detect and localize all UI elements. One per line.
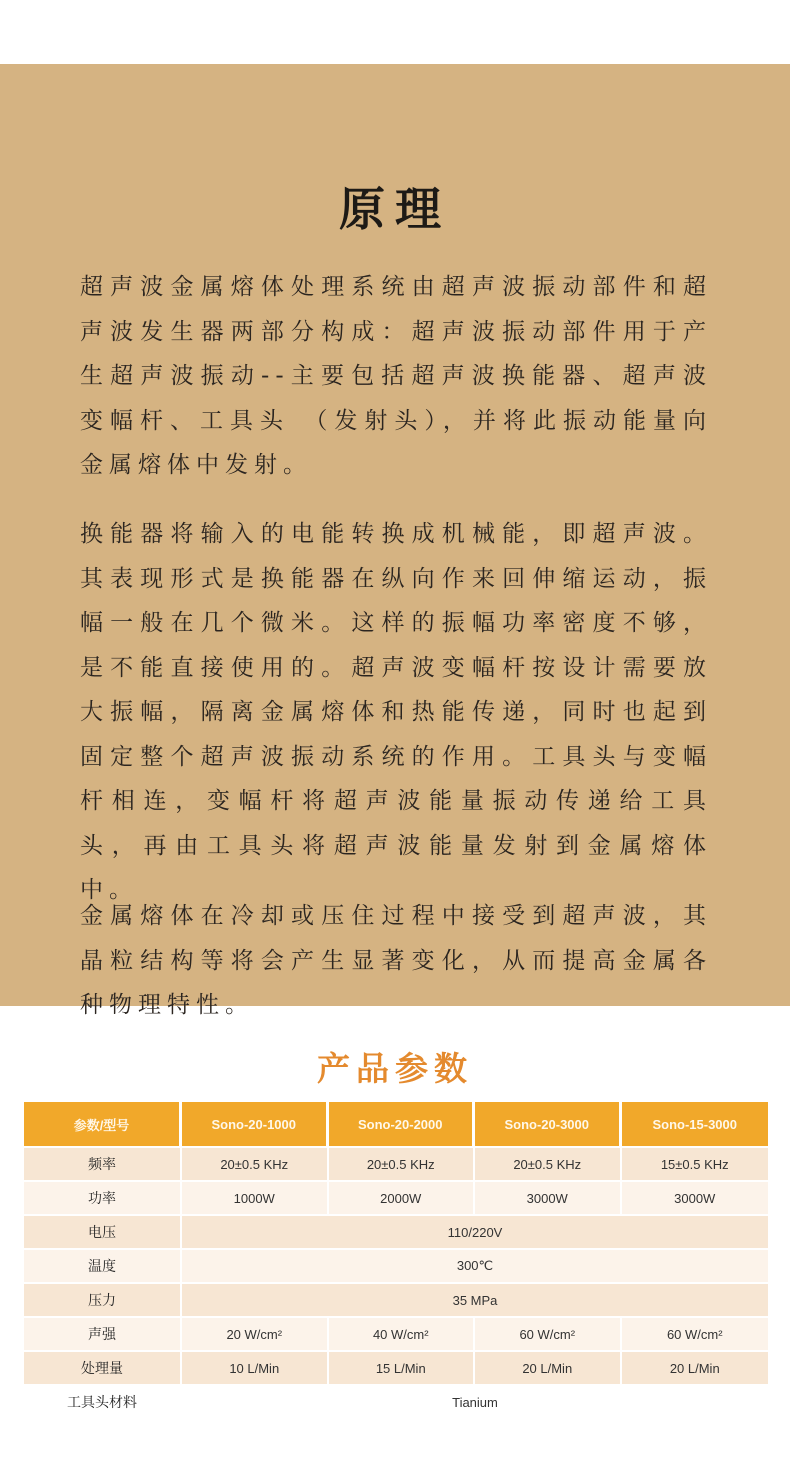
row-label: 温度: [24, 1250, 182, 1282]
table-row-intensity: [24, 1318, 768, 1350]
header-model-1: Sono-20-1000: [182, 1102, 329, 1146]
principle-paragraph-3: 金属熔体在冷却或压住过程中接受到超声波，其晶粒结构等将会产生显著变化，从而提高金属各种物理特性。: [80, 903, 712, 1018]
row-label: 电压: [24, 1216, 182, 1248]
table-cell: 20±0.5 KHz: [475, 1148, 622, 1180]
row-label: 声强: [24, 1318, 182, 1350]
table-row-capacity: [24, 1352, 768, 1384]
table-cell: 10 L/Min: [182, 1352, 329, 1384]
table-cell: 300℃: [182, 1250, 768, 1282]
principle-paragraph-1: 超声波金属熔体处理系统由超声波振动部件和超声波发生器两部分构成：超声波振动部件用于产生超声波振动--主要包括超声波换能器、超声波变幅杆、工具头 （发射头），并将此振动能量向金属熔体中发射。: [80, 274, 712, 478]
table-cell: 15±0.5 KHz: [622, 1148, 769, 1180]
header-model-2: Sono-20-2000: [329, 1102, 476, 1146]
header-model-3: Sono-20-3000: [475, 1102, 622, 1146]
row-label: 压力: [24, 1284, 182, 1316]
row-label: 频率: [24, 1148, 182, 1180]
table-cell: 20 L/Min: [475, 1352, 622, 1384]
row-label: 功率: [24, 1182, 182, 1214]
header-param-model: 参数/型号: [24, 1102, 182, 1146]
table-cell: 40 W/cm²: [329, 1318, 476, 1350]
table-cell: 1000W: [182, 1182, 329, 1214]
params-table: [24, 1100, 768, 1420]
table-cell: 60 W/cm²: [475, 1318, 622, 1350]
table-cell: 60 W/cm²: [622, 1318, 769, 1350]
table-cell: 3000W: [475, 1182, 622, 1214]
header-model-4: Sono-15-3000: [622, 1102, 769, 1146]
table-cell: 35 MPa: [182, 1284, 768, 1316]
table-row-pressure: [24, 1284, 768, 1316]
table-cell: 20 W/cm²: [182, 1318, 329, 1350]
table-row-material: [24, 1386, 768, 1418]
row-label: 工具头材料: [24, 1386, 182, 1418]
principle-paragraph-2: 换能器将输入的电能转换成机械能，即超声波。其表现形式是换能器在纵向作来回伸缩运动，振幅一般在几个微米。这样的振幅功率密度不够，是不能直接使用的。超声波变幅杆按设计需要放大振幅，隔离金属熔体和热能传递，同时也起到固定整个超声波振动系统的作用。工具头与变幅杆相连，变幅杆将超声波能量振动传递给工具头，再由工具头将超声波能量发射到金属熔体中。: [80, 521, 712, 903]
table-header-row: [24, 1102, 768, 1146]
table-row-temperature: [24, 1250, 768, 1282]
table-cell: 20±0.5 KHz: [182, 1148, 329, 1180]
table-cell: 3000W: [622, 1182, 769, 1214]
principle-title: 原理: [339, 182, 451, 236]
table-cell: 110/220V: [182, 1216, 768, 1248]
table-row-power: [24, 1182, 768, 1214]
table-cell: 20±0.5 KHz: [329, 1148, 476, 1180]
principle-section: [0, 64, 790, 1018]
table-cell: Tianium: [182, 1386, 768, 1418]
table-row-frequency: [24, 1148, 768, 1180]
row-label: 处理量: [24, 1352, 182, 1384]
table-cell: 20 L/Min: [622, 1352, 769, 1384]
table-cell: 15 L/Min: [329, 1352, 476, 1384]
table-row-voltage: [24, 1216, 768, 1248]
params-title: 产品参数: [317, 1049, 473, 1088]
table-cell: 2000W: [329, 1182, 476, 1214]
